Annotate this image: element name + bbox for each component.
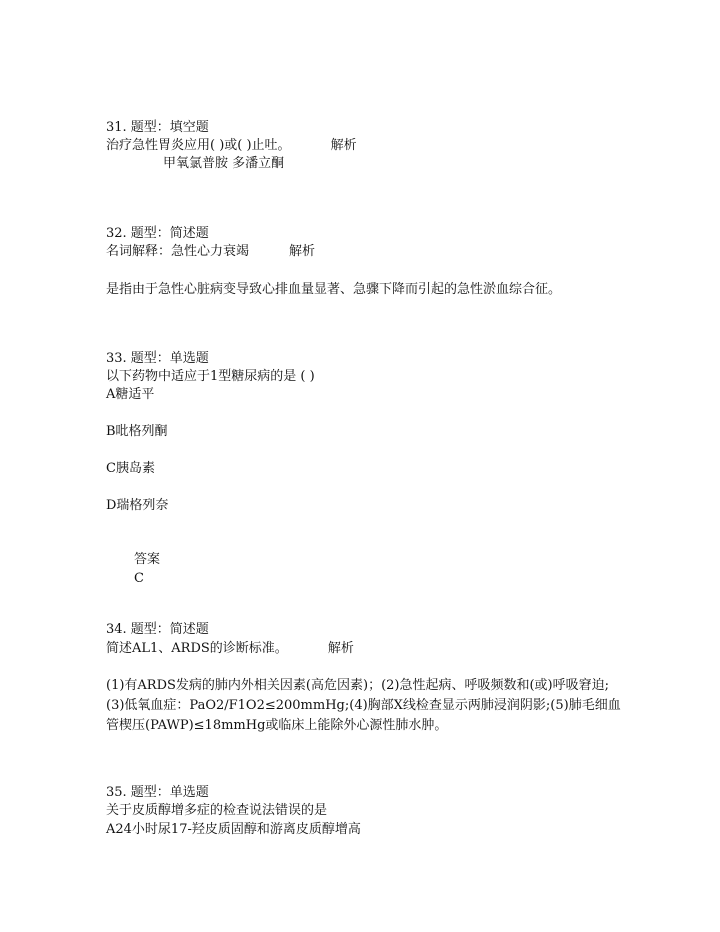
q33-question: 以下药物中适应于1型糖尿病的是 ( ) [106, 369, 315, 384]
q32-answer: 是指由于急性心脏病变导致心排血量显著、急骤下降而引起的急性淤血综合征。 [106, 282, 562, 297]
q31-question: 治疗急性胃炎应用( )或( )止吐。 [106, 138, 291, 153]
q33-answer-label: 答案 [134, 552, 161, 567]
q31-header: 31. 题型：填空题 [106, 120, 209, 135]
q34-analysis-label: 解析 [327, 641, 354, 656]
q33-option-d: D瑞格列奈 [106, 498, 169, 513]
q32-question: 名词解释：急性心力衰竭 [106, 244, 250, 259]
q33-header: 33. 题型：单选题 [106, 351, 209, 366]
q34-header: 34. 题型：简述题 [106, 622, 209, 637]
q32-header: 32. 题型：简述题 [106, 226, 209, 241]
q31-question-line [106, 137, 357, 155]
q33-option-a: A糖适平 [106, 387, 155, 402]
q31-analysis-label: 解析 [330, 138, 357, 153]
q35-header: 35. 题型：单选题 [106, 785, 209, 800]
q33-option-c: C胰岛素 [106, 461, 155, 476]
q34-question: 简述AL1、ARDS的诊断标准。 [106, 641, 288, 656]
q35-option-a: A24小时尿17-羟皮质固醇和游离皮质醇增高 [106, 822, 361, 837]
q33-answer: C [134, 571, 144, 586]
q35-question: 关于皮质醇增多症的检查说法错误的是 [106, 803, 328, 818]
q32-question-line [106, 243, 315, 261]
q31-answer: 甲氧氯普胺 多潘立酮 [163, 156, 285, 171]
q34-question-line [106, 640, 354, 658]
q33-option-b: B吡格列酮 [106, 424, 168, 439]
q32-analysis-label: 解析 [289, 244, 316, 259]
q34-answer: (1)有ARDS发病的肺内外相关因素(高危因素)；(2)急性起病、呼吸频数和(或)呼吸窘迫;(3)低氧血症：PaO2/F1O2≤200mmHg;(4)胸部X线检查显示两肺浸润阴影;(5)肺毛细血管楔压(PAWP)≤18mmHg或临床上能除外心源性肺水肿。 [106, 678, 621, 733]
